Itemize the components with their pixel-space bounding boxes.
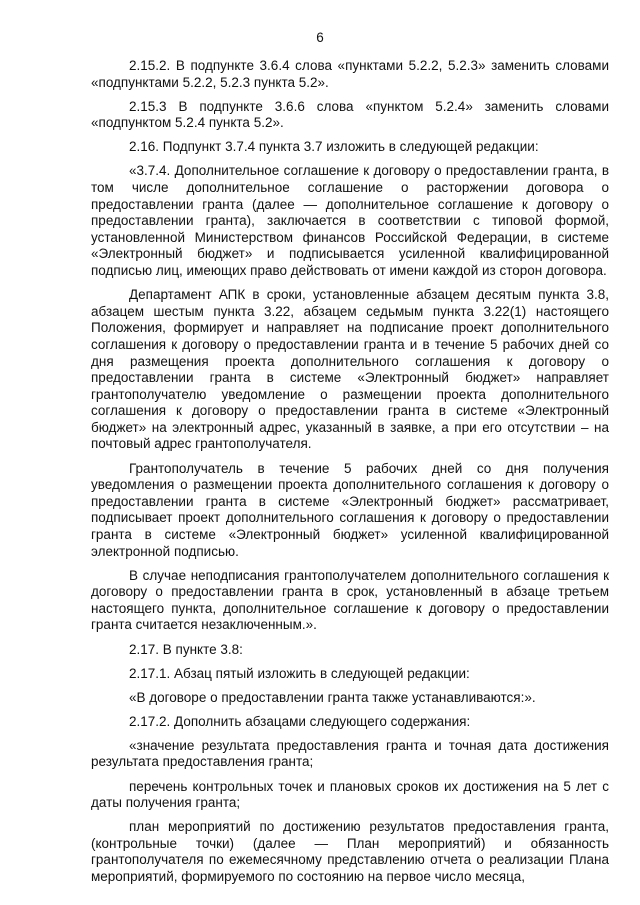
paragraph-2-17: 2.17. В пункте 3.8: — [129, 641, 243, 657]
document-body — [91, 58, 609, 893]
paragraph-2-17-1: 2.17.1. Абзац пятый изложить в следующей редакции: — [129, 665, 470, 681]
paragraph-2-15-3: 2.15.3 В подпункте 3.6.6 слова «пунктом 5.2.4» заменить словами «подпунктом 5.2.4 пункта 5.2». — [91, 98, 609, 131]
page-number: 6 — [316, 30, 324, 45]
paragraph-2-17-2: 2.17.2. Дополнить абзацами следующего содержания: — [129, 713, 471, 729]
paragraph-control-points: перечень контрольных точек и плановых сроков их достижения на 5 лет с даты получения гранта; — [91, 778, 609, 811]
paragraph-2-16: 2.16. Подпункт 3.7.4 пункта 3.7 изложить в следующей редакции: — [129, 139, 539, 155]
paragraph-result-value: «значение результата предоставления гранта и точная дата достижения результата предоставления гранта; — [91, 737, 609, 770]
paragraph-action-plan: план мероприятий по достижению результатов предоставления гранта, (контрольные точки) (далее — План мероприятий) и обязанность грантополучателя по ежемесячному представлению отчета о реализации Плана мероприятий, формируемого по состоянию на первое число месяца, — [91, 819, 609, 885]
paragraph-2-15-2: 2.15.2. В подпункте 3.6.4 слова «пунктами 5.2.2, 5.2.3» заменить словами «подпунктами 5.2.2, 5.2.3 пункта 5.2». — [91, 58, 609, 90]
paragraph-3-7-4: «3.7.4. Дополнительное соглашение к договору о предоставлении гранта, в том числе дополнительное соглашение о расторжении договора о предоставлении гранта (далее — дополнительное соглашение к договору о предоставлении гранта), заключается в соответствии с типовой формой, установленной Министерством финансов Российской Федерации, в системе «Электронный бюджет» и подписывается усиленной квалифицированной подписью лиц, имеющих право действовать от имени каждой из сторон договора. — [91, 163, 609, 279]
paragraph-contract-terms: «В договоре о предоставлении гранта также устанавливаются:». — [129, 689, 536, 705]
paragraph-department: Департамент АПК в сроки, установленные абзацем десятым пункта 3.8, абзацем шестым пункта 3.22, абзацем седьмым пункта 3.22(1) настоящего Положения, формирует и направляет на подписание проект дополнительного соглашения к договору о предоставлении гранта и в течение 5 рабочих дней со дня размещения проекта дополнительного соглашения к договору о предоставлении гранта в системе «Электронный бюджет» направляет грантополучателю уведомление о размещении проекта дополнительного соглашения к договору о предоставлении гранта в системе «Электронный бюджет» на электронный адрес, указанный в заявке, а при его отсутствии – на почтовый адрес грантополучателя. — [91, 287, 609, 452]
paragraph-grantee: Грантополучатель в течение 5 рабочих дней со дня получения уведомления о размещении проекта дополнительного соглашения к договору о предоставлении гранта в системе «Электронный бюджет» рассматривает, подписывает проект дополнительного соглашения к договору о предоставлении гранта в системе «Электронный бюджет» усиленной квалифицированной электронной подписью. — [91, 460, 609, 559]
paragraph-non-signing: В случае неподписания грантополучателем дополнительного соглашения к договору о предоставлении гранта в срок, установленный в абзаце третьем настоящего пункта, дополнительное соглашение к договору о предоставлении гранта считается незаключенным.». — [91, 567, 609, 633]
